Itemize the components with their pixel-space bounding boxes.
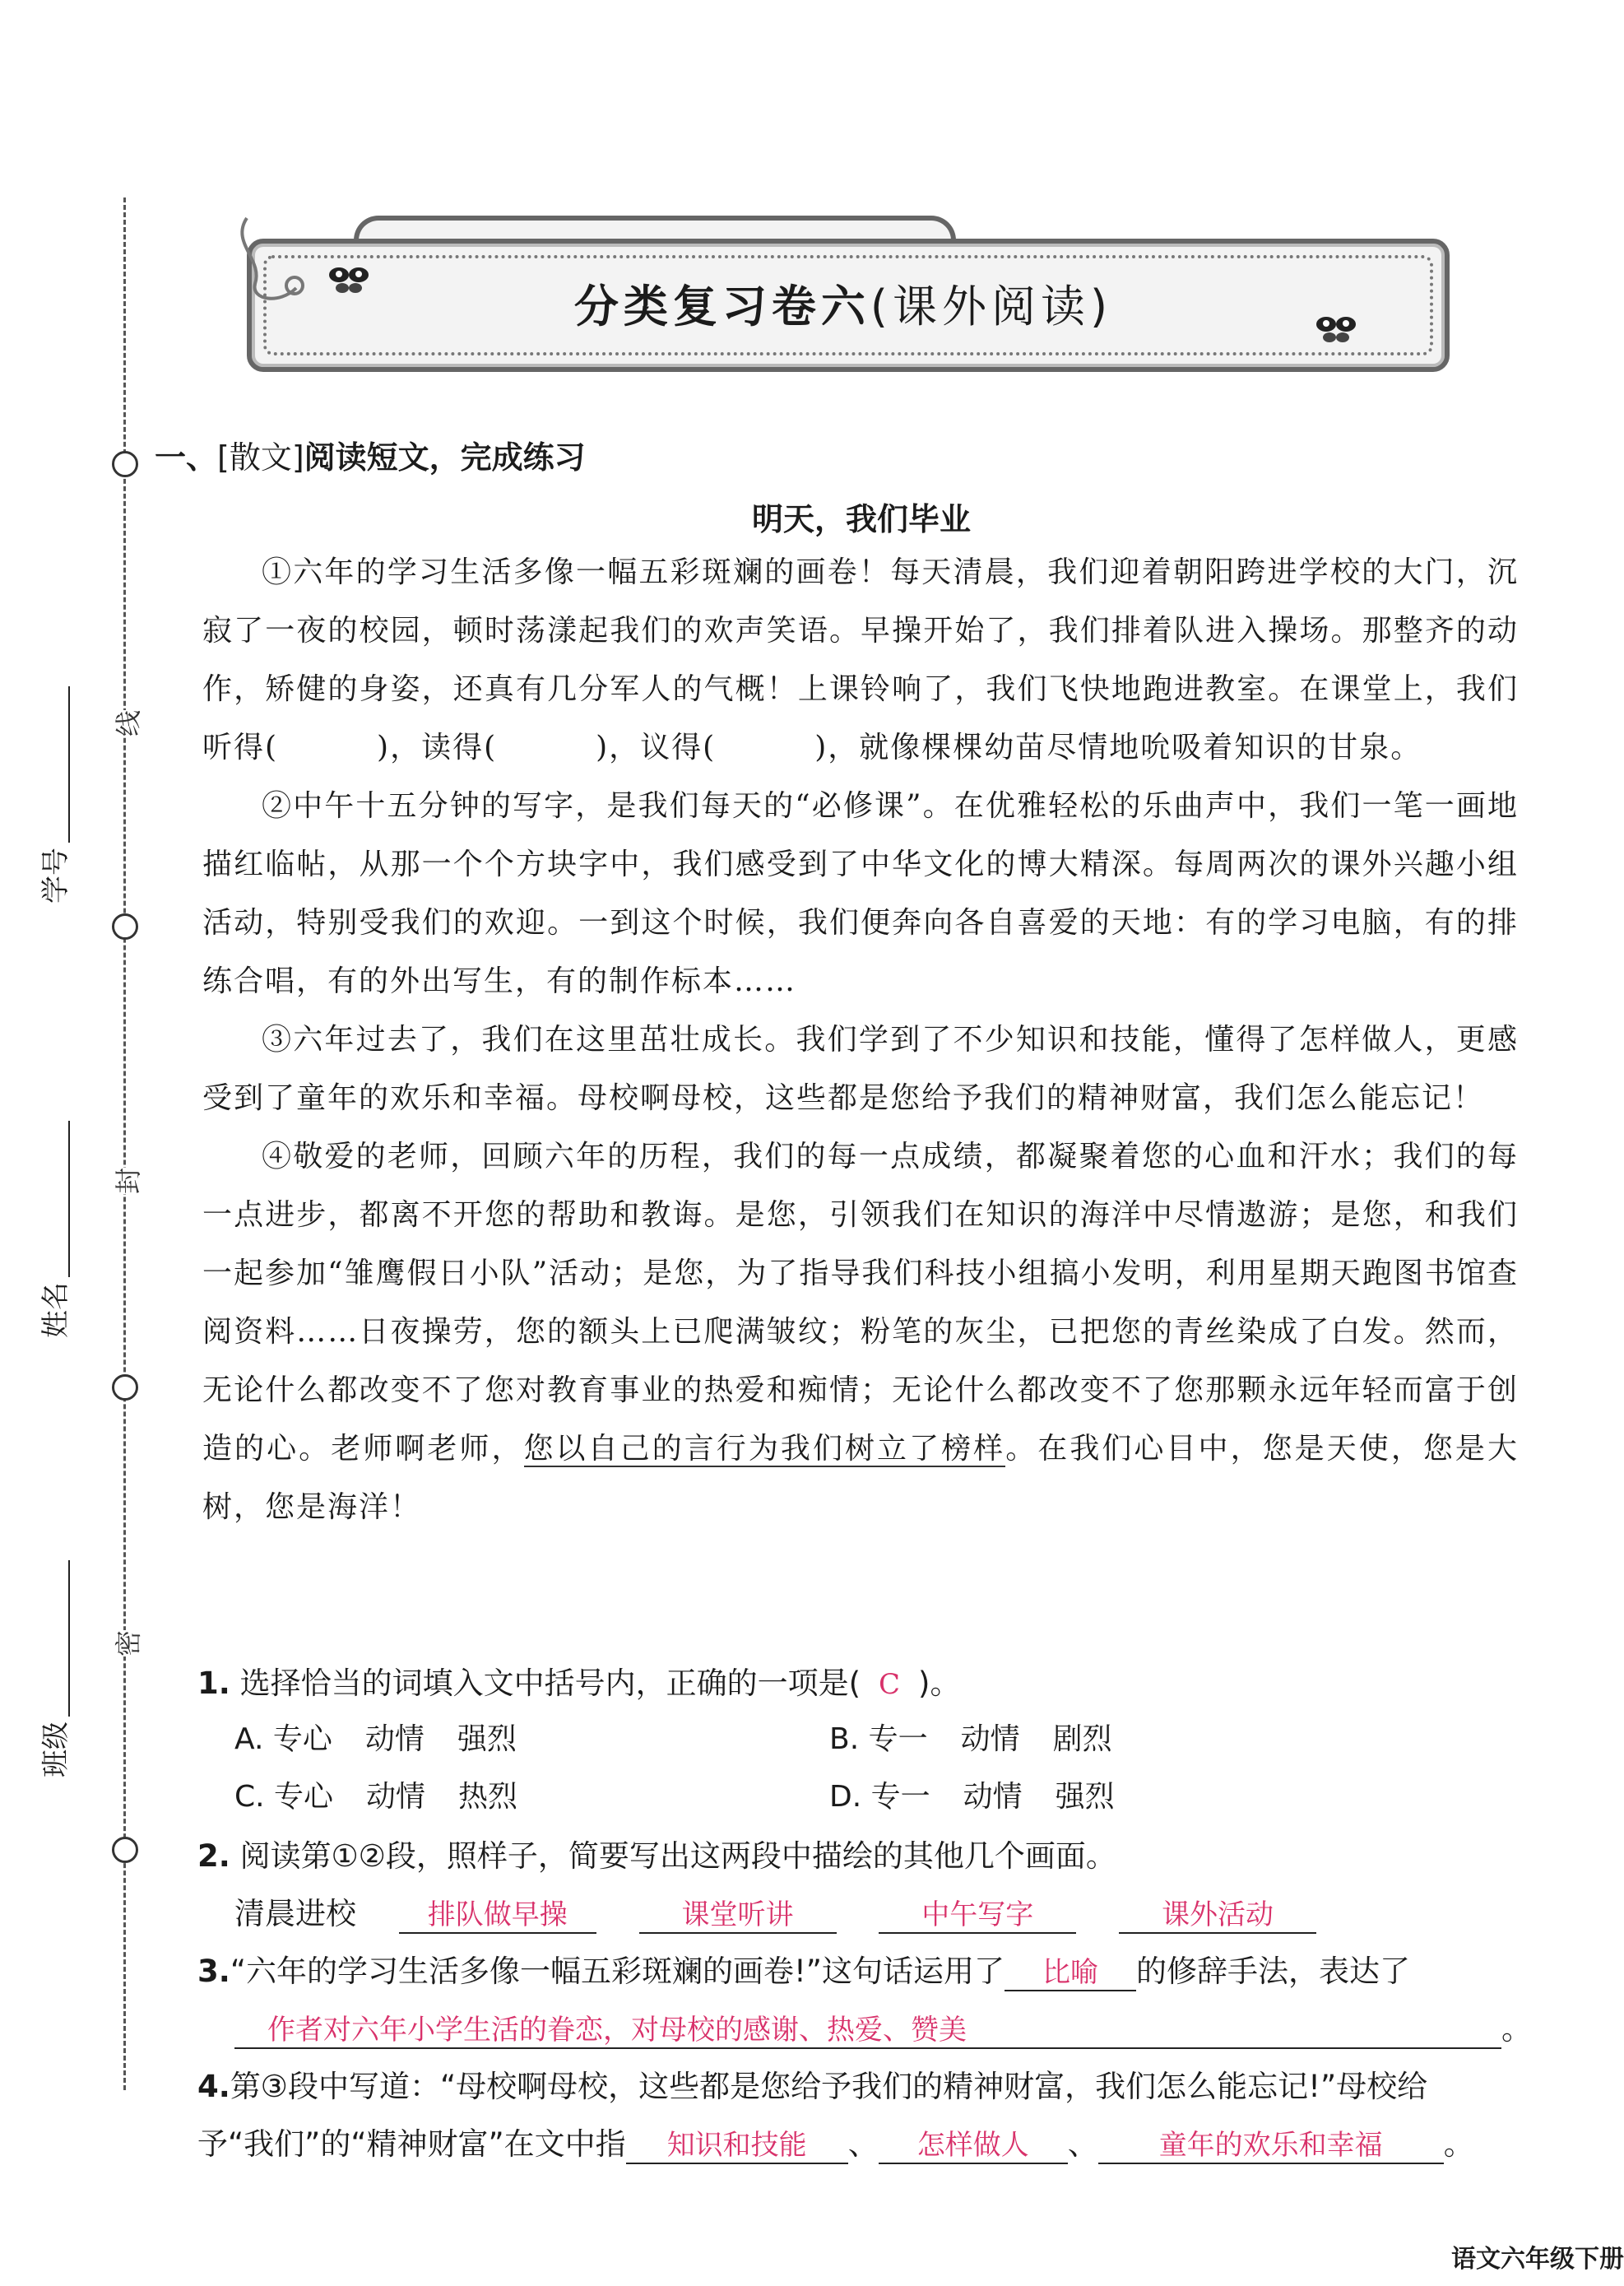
q2-answer-1: 排队做早操 bbox=[399, 1892, 596, 1934]
paragraph-1: ①六年的学习生活多像一幅五彩斑斓的画卷！每天清晨，我们迎着朝阳跨进学校的大门，沉寂了一夜的校园，顿时荡漾起我们的欢声笑语。早操开始了，我们排着队进入操场。那整齐的动作，矫健的身姿，还真有几分军人的气概！上课铃响了，我们飞快地跑进教室。在课堂上，我们听得( )，读得( )，议得( )，就像棵棵幼苗尽情地吮吸着知识的甘泉。 bbox=[202, 555, 1519, 764]
binding-hole bbox=[112, 913, 138, 940]
passage-body bbox=[202, 543, 1519, 1536]
q3-answer-2: 作者对六年小学生活的眷恋，对母校的感谢、热爱、赞美 bbox=[234, 2007, 1501, 2049]
student-number-label: 学号 bbox=[33, 686, 73, 904]
q3-answer-1: 比喻 bbox=[1005, 1949, 1136, 1991]
binding-hole bbox=[112, 1374, 138, 1401]
passage-title: 明天，我们毕业 bbox=[751, 501, 971, 537]
question-4: 4.第③段中写道：“母校啊母校，这些都是您给予我们的精神财富，我们怎么能忘记!”母校给 bbox=[197, 2069, 1428, 2104]
binding-dashed-line bbox=[123, 197, 126, 2090]
seal-char-xian: 线 bbox=[104, 710, 149, 736]
class-label: 班级 bbox=[33, 1560, 73, 1777]
q1-option-b: B. 专一 动情 剧烈 bbox=[829, 1722, 1112, 1756]
q1-option-a: A. 专心 动情 强烈 bbox=[234, 1722, 517, 1756]
q2-answer-4: 课外活动 bbox=[1119, 1892, 1316, 1934]
q4-answer-1: 知识和技能 bbox=[626, 2122, 848, 2164]
question-2: 2. 阅读第①②段，照样子，简要写出这两段中描绘的其他几个画面。 bbox=[197, 1838, 1116, 1874]
q1-option-c: C. 专心 动情 热烈 bbox=[234, 1780, 518, 1814]
page-footer: 语文六年级下册 bbox=[1451, 2245, 1624, 2274]
binding-hole bbox=[112, 1837, 138, 1863]
q2-answer-3: 中午写字 bbox=[879, 1892, 1076, 1934]
q1-answer: C bbox=[879, 1668, 901, 1701]
q2-answer-2: 课堂听讲 bbox=[639, 1892, 837, 1934]
student-name-label: 姓名 bbox=[33, 1121, 73, 1338]
seal-char-mi: 密 bbox=[104, 1630, 149, 1656]
q1-option-d: D. 专一 动情 强烈 bbox=[829, 1780, 1115, 1814]
paragraph-4: ④敬爱的老师，回顾六年的历程，我们的每一点成绩，都凝聚着您的心血和汗水；我们的每一点进步，都离不开您的帮助和教诲。是您，引领我们在知识的海洋中尽情遨游；是您，和我们一起参加“雏鹰假日小队”活动；是您，为了指导我们科技小组搞小发明，利用星期天跑图书馆查阅资料……日夜操劳，您的额头上已爬满皱纹；粉笔的灰尘，已把您的青丝染成了白发。然而，无论什么都改变不了您对教育事业的热爱和痴情；无论什么都改变不了您那颗永远年轻而富于创造的心。老师啊老师，您以自己的言行为我们树立了榜样。在我们心目中，您是天使，您是大树，您是海洋！ bbox=[202, 1140, 1519, 1524]
paragraph-2: ②中午十五分钟的写字，是我们每天的“必修课”。在优雅轻松的乐曲声中，我们一笔一画地描红临帖，从那一个个方块字中，我们感受到了中华文化的博大精深。每周两次的课外兴趣小组活动，特别受我们的欢迎。一到这个时候，我们便奔向各自喜爱的天地：有的学习电脑，有的排练合唱，有的外出写生，有的制作标本…… bbox=[202, 789, 1519, 998]
section-heading: 一、[散文]阅读短文，完成练习 bbox=[155, 439, 586, 476]
question-1: 1. 选择恰当的词填入文中括号内，正确的一项是( C )。 bbox=[197, 1666, 961, 1701]
paragraph-3: ③六年过去了，我们在这里茁壮成长。我们学到了不少知识和技能，懂得了怎样做人，更感受到了童年的欢乐和幸福。母校啊母校，这些都是您给予我们的精神财富，我们怎么能忘记！ bbox=[202, 1023, 1519, 1115]
page-title: 分类复习卷六(课外阅读) bbox=[573, 281, 1113, 332]
q4-answer-2: 怎样做人 bbox=[879, 2122, 1068, 2164]
q4-answer-3: 童年的欢乐和幸福 bbox=[1098, 2122, 1444, 2164]
q4-answer-line: 予“我们”的“精神财富”在文中指 知识和技能 、 怎样做人 、 童年的欢乐和幸福 。 bbox=[197, 2119, 1474, 2164]
q2-answers: 清晨进校 排队做早操 课堂听讲 中午写字 课外活动 bbox=[234, 1889, 1316, 1934]
question-3: 3.“六年的学习生活多像一幅五彩斑斓的画卷!”这句话运用了 比喻 的修辞手法，表达了 bbox=[197, 1946, 1410, 1991]
q3-answer-line: 作者对六年小学生活的眷恋，对母校的感谢、热爱、赞美 。 bbox=[234, 2004, 1532, 2049]
seal-char-feng: 封 bbox=[104, 1168, 149, 1194]
binding-hole bbox=[112, 451, 138, 477]
